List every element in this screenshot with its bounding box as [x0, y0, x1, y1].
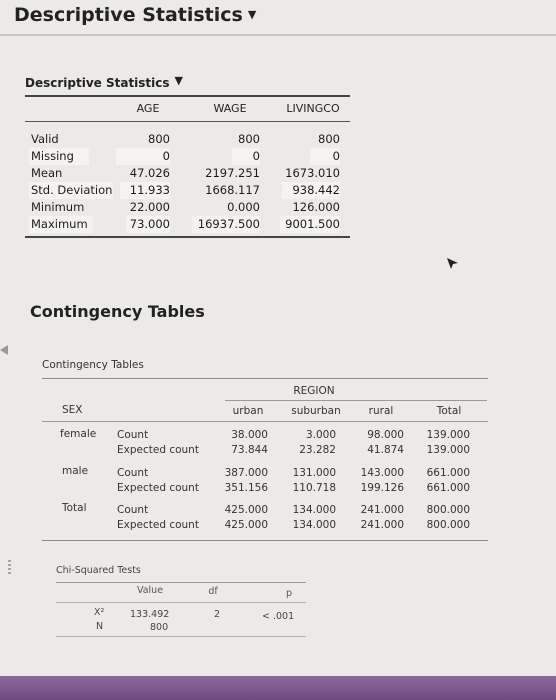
cell-age-max: 73.000 — [126, 216, 170, 233]
column-header-age: AGE — [136, 102, 160, 115]
descriptives-title[interactable]: Descriptive Statistics ▼ — [25, 74, 184, 90]
stat-label-count: Count — [117, 504, 149, 516]
header-rule — [25, 121, 350, 122]
cell-female-total-count: 139.000 — [426, 429, 470, 441]
window-bottom-edge — [0, 676, 556, 700]
stat-label-expected: Expected count — [117, 482, 199, 494]
cell-age-min: 22.000 — [129, 200, 170, 214]
left-arrow-icon[interactable] — [0, 345, 8, 355]
chi-squared-title: Chi-Squared Tests — [56, 565, 141, 576]
chi-df-x2: 2 — [214, 609, 221, 620]
cell-female-suburban-count: 3.000 — [305, 429, 336, 441]
section-title-contingency: Contingency Tables — [30, 302, 205, 321]
contingency-top-rule — [42, 378, 488, 379]
row-label-mean: Mean — [31, 166, 63, 180]
cell-female-suburban-expected: 23.282 — [299, 444, 336, 456]
cell-male-total-count: 661.000 — [426, 467, 470, 479]
stat-label-expected: Expected count — [117, 519, 199, 531]
chi-column-df: df — [208, 586, 218, 597]
cell-male-rural-count: 143.000 — [360, 467, 404, 479]
cell-age-valid: 800 — [148, 132, 170, 146]
panel-resize-handle[interactable] — [8, 560, 11, 574]
cell-female-urban-expected: 73.844 — [231, 444, 268, 456]
column-header-wage: WAGE — [213, 102, 247, 115]
group-label-female: female — [60, 428, 97, 440]
chi-value-n: 800 — [150, 622, 169, 633]
cell-total-rural-expected: 241.000 — [360, 519, 404, 531]
chi-column-value: Value — [136, 585, 164, 596]
cell-female-urban-count: 38.000 — [231, 429, 268, 441]
caret-down-icon[interactable]: ▼ — [247, 8, 257, 21]
group-header-region: REGION — [293, 385, 335, 397]
table-top-rule — [25, 95, 350, 97]
caret-down-icon[interactable]: ▼ — [174, 74, 184, 87]
stat-label-expected: Expected count — [117, 444, 199, 456]
chi-row-label-x2: X² — [94, 607, 105, 618]
cell-wage-max: 16937.500 — [192, 216, 260, 233]
cell-total-rural-count: 241.000 — [360, 504, 404, 516]
cell-age-missing: 0 — [116, 148, 170, 165]
cell-male-urban-count: 387.000 — [224, 467, 268, 479]
group-label-total: Total — [62, 502, 87, 514]
contingency-table-title: Contingency Tables — [42, 359, 144, 371]
chi-p-x2: < .001 — [262, 611, 295, 622]
cell-male-rural-expected: 199.126 — [360, 482, 404, 494]
stat-label-count: Count — [117, 429, 149, 441]
cell-male-urban-expected: 351.156 — [224, 482, 268, 494]
row-label-std-deviation: Std. Deviation — [31, 183, 113, 197]
cell-total-total-expected: 800.000 — [426, 519, 470, 531]
cell-wage-mean: 2197.251 — [205, 166, 260, 180]
cell-wage-missing: 0 — [232, 148, 260, 165]
column-header-rural: rural — [368, 405, 394, 417]
header-divider — [0, 34, 556, 36]
cell-female-rural-expected: 41.874 — [367, 444, 404, 456]
column-header-total: Total — [436, 405, 462, 417]
cell-total-suburban-expected: 134.000 — [292, 519, 336, 531]
cell-livingco-max: 9001.500 — [280, 216, 340, 233]
row-label-maximum: Maximum — [29, 216, 93, 233]
cell-age-std: 11.933 — [120, 182, 170, 199]
cell-total-urban-count: 425.000 — [224, 504, 268, 516]
table-bottom-rule — [25, 236, 350, 238]
cell-wage-valid: 800 — [238, 132, 260, 146]
column-header-urban: urban — [232, 405, 264, 417]
cell-male-suburban-expected: 110.718 — [292, 482, 336, 494]
cell-total-urban-expected: 425.000 — [224, 519, 268, 531]
column-header-livingco: LIVINGCO — [286, 102, 340, 115]
cell-livingco-min: 126.000 — [292, 200, 340, 214]
cell-total-suburban-count: 134.000 — [292, 504, 336, 516]
cell-female-rural-count: 98.000 — [367, 429, 404, 441]
contingency-header-rule — [42, 421, 488, 422]
cell-total-total-count: 800.000 — [426, 504, 470, 516]
cell-livingco-missing: 0 — [310, 148, 340, 165]
cell-age-mean: 47.026 — [129, 166, 170, 180]
cell-livingco-valid: 800 — [318, 132, 340, 146]
cell-wage-min: 0.000 — [227, 200, 260, 214]
chi-column-p: p — [285, 588, 293, 599]
group-rule — [225, 400, 487, 401]
row-label-minimum: Minimum — [31, 200, 85, 214]
group-label-male: male — [62, 465, 89, 477]
chi-header-rule — [56, 602, 306, 603]
row-label-valid: Valid — [31, 132, 59, 146]
mouse-pointer-icon — [446, 257, 460, 271]
cell-wage-std: 1668.117 — [205, 183, 260, 197]
cell-livingco-mean: 1673.010 — [285, 166, 340, 180]
contingency-bottom-rule — [42, 540, 488, 541]
row-label-missing: Missing — [29, 148, 89, 165]
chi-bottom-rule — [56, 636, 306, 637]
chi-row-label-n: N — [96, 621, 104, 632]
cell-male-suburban-count: 131.000 — [292, 467, 336, 479]
cell-male-total-expected: 661.000 — [426, 482, 470, 494]
chi-value-x2: 133.492 — [130, 609, 170, 620]
cell-female-total-expected: 139.000 — [426, 444, 470, 456]
chi-top-rule — [56, 582, 306, 583]
column-header-suburban: suburban — [291, 405, 341, 417]
row-var-sex: SEX — [62, 404, 83, 416]
page-title[interactable]: Descriptive Statistics ▼ — [14, 4, 257, 26]
cell-livingco-std: 938.442 — [282, 182, 340, 199]
stat-label-count: Count — [117, 467, 149, 479]
